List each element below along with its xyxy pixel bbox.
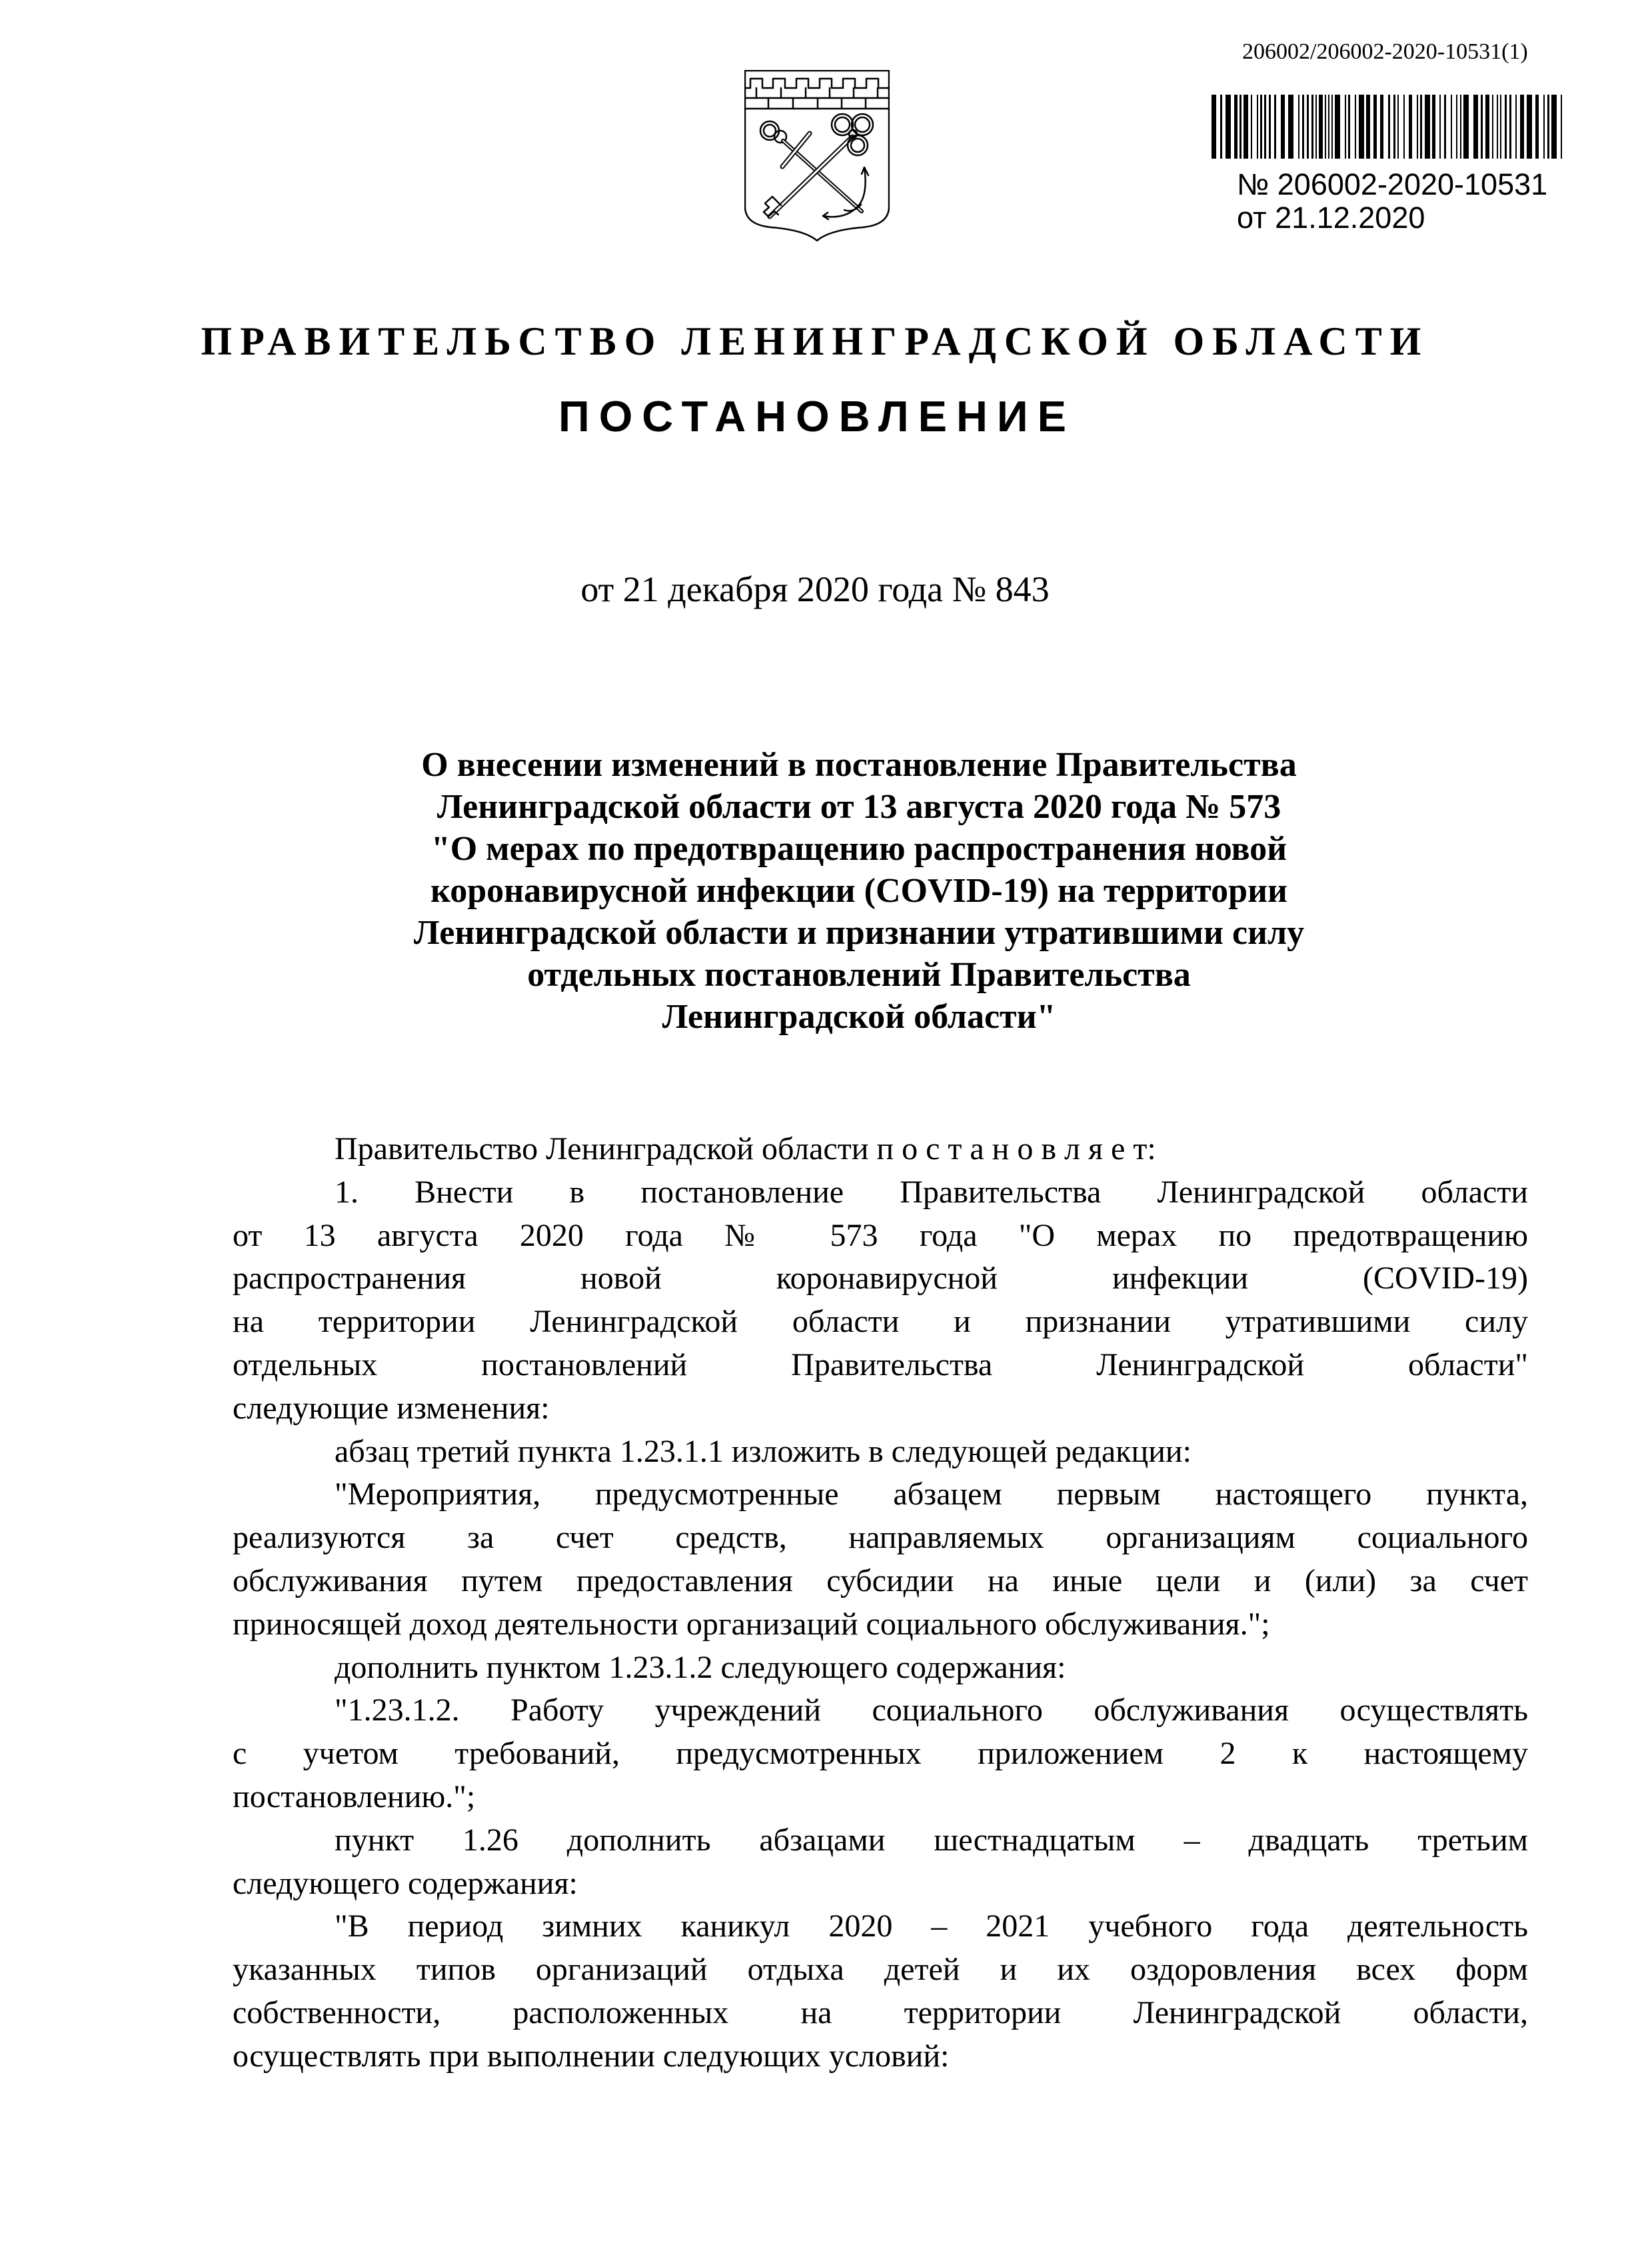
- document-title: [233, 744, 1485, 1038]
- barcode-bar: [1543, 95, 1545, 159]
- barcode-bar: [1260, 95, 1262, 159]
- body-line: обслуживания путем предоставления субсидии на иные цели и (или) за счет: [233, 1562, 1528, 1598]
- barcode-bar: [1460, 95, 1461, 159]
- barcode-bar: [1500, 95, 1501, 159]
- barcode-bar: [1373, 95, 1377, 159]
- document-body: [233, 1128, 1528, 2078]
- coat-of-arms-icon: [744, 70, 890, 241]
- barcode-bar: [1505, 95, 1507, 159]
- barcode-bar: [1481, 95, 1483, 159]
- barcode-bar: [1463, 95, 1469, 159]
- barcode-bar: [1220, 95, 1222, 159]
- barcode-bar: [1397, 95, 1399, 159]
- paragraph-quote-2: [233, 1689, 1528, 1818]
- barcode-bar: [1288, 95, 1293, 159]
- title-line: "О мерах по предотвращению распространения новой: [430, 830, 1287, 868]
- body-line: абзац третий пункта 1.23.1.1 изложить в следующей редакции:: [335, 1433, 1192, 1469]
- body-line: приносящей доход деятельности организаций социального обслуживания.";: [233, 1606, 1270, 1642]
- body-line: пункт 1.26 дополнить абзацами шестнадцатым – двадцать третьим: [335, 1822, 1528, 1858]
- paragraph-quote-3: [233, 1905, 1528, 2078]
- barcode-bar: [1307, 95, 1309, 159]
- body-line: указанных типов организаций отдыха детей и их оздоровления всех форм: [233, 1952, 1528, 1988]
- paragraph-item-1: [233, 1171, 1528, 1430]
- barcode-bar: [1328, 95, 1329, 159]
- barcode-icon: [1212, 95, 1566, 159]
- body-line: распространения новой коронавирусной инфекции (COVID-19): [233, 1260, 1528, 1296]
- barcode-bar: [1425, 95, 1430, 159]
- paragraph-preamble: [233, 1128, 1528, 1171]
- barcode-bar: [1380, 95, 1383, 159]
- body-line: собственности, расположенных на территории Ленинградской области,: [233, 1994, 1528, 2030]
- barcode-bar: [1485, 95, 1489, 159]
- barcode-bar: [1492, 95, 1493, 159]
- barcode-bar: [1393, 95, 1395, 159]
- barcode-bar: [1535, 95, 1539, 159]
- body-line: "В период зимних каникул 2020 – 2021 учебного года деятельность: [335, 1908, 1528, 1944]
- title-line: Ленинградской области и признании утратившими силу: [413, 914, 1305, 952]
- barcode-bar: [1331, 95, 1333, 159]
- barcode-bar: [1473, 95, 1478, 159]
- key: [764, 114, 873, 217]
- barcode-bar: [1226, 95, 1231, 159]
- paragraph-amendment-2: [233, 1646, 1528, 1690]
- barcode-bar: [1520, 95, 1524, 159]
- body-line: на территории Ленинградской области и признании утратившими силу: [233, 1304, 1528, 1340]
- body-line: следующие изменения:: [233, 1390, 550, 1426]
- barcode-bar: [1409, 95, 1412, 159]
- barcode-bar: [1432, 95, 1435, 159]
- barcode-bar: [1417, 95, 1418, 159]
- barcode-bar: [1439, 95, 1441, 159]
- barcode-bar: [1348, 95, 1350, 159]
- document-type-heading: ПОСТАНОВЛЕНИЕ: [558, 392, 1076, 441]
- barcode-bar: [1420, 95, 1422, 159]
- registration-date: от 21.12.2020: [1237, 201, 1425, 235]
- body-line: с учетом требований, предусмотренных приложением 2 к настоящему: [233, 1736, 1528, 1772]
- barcode-bar: [1325, 95, 1326, 159]
- barcode-bar: [1403, 95, 1405, 159]
- document-registration-code: 206002/206002-2020-10531(1): [1242, 39, 1528, 64]
- barcode-bar: [1302, 95, 1304, 159]
- body-line: "1.23.1.2. Работу учреждений социального обслуживания осуществлять: [335, 1692, 1528, 1728]
- barcode-bar: [1355, 95, 1356, 159]
- barcode-bar: [1269, 95, 1271, 159]
- title-line: отдельных постановлений Правительства: [527, 956, 1191, 994]
- body-line: постановлению.";: [233, 1778, 476, 1814]
- barcode-bar: [1444, 95, 1446, 159]
- barcode-bar: [1257, 95, 1258, 159]
- body-line: "Мероприятия, предусмотренные абзацем первым настоящего пункта,: [335, 1476, 1528, 1512]
- barcode-bar: [1451, 95, 1452, 159]
- barcode-bar: [1551, 95, 1557, 159]
- body-line: от 13 августа 2020 года № 573 года "О мерах по предотвращению: [233, 1217, 1528, 1253]
- title-line: О внесении изменений в постановление Правительства: [421, 746, 1297, 784]
- barcode-bar: [1239, 95, 1241, 159]
- organization-heading: ПРАВИТЕЛЬСТВО ЛЕНИНГРАДСКОЙ ОБЛАСТИ: [201, 319, 1429, 363]
- paragraph-quote-1: [233, 1473, 1528, 1646]
- barcode-bar: [1319, 95, 1323, 159]
- barcode-bar: [1315, 95, 1317, 159]
- document-date-number: от 21 декабря 2020 года № 843: [580, 569, 1050, 609]
- title-line: Ленинградской области": [662, 998, 1056, 1036]
- barcode-bar: [1527, 95, 1532, 159]
- wall-battlements: [745, 79, 889, 88]
- barcode-bar: [1335, 95, 1340, 159]
- title-line: Ленинградской области от 13 августа 2020 года № 573: [436, 788, 1281, 826]
- barcode-bar: [1345, 95, 1346, 159]
- barcode-bar: [1212, 95, 1216, 159]
- barcode-bar: [1561, 95, 1562, 159]
- barcode-bar: [1264, 95, 1266, 159]
- body-line: 1. Внести в постановление Правительства Ленинградской области: [335, 1174, 1528, 1210]
- registration-number: № 206002-2020-10531: [1237, 167, 1548, 201]
- body-line: Правительство Ленинградской области п о с т а н о в л я е т:: [335, 1131, 1156, 1166]
- body-line: отдельных постановлений Правительства Ленинградской области": [233, 1346, 1528, 1382]
- barcode-bar: [1547, 95, 1549, 159]
- barcode-bar: [1515, 95, 1517, 159]
- barcode-bar: [1388, 95, 1390, 159]
- barcode-bar: [1298, 95, 1299, 159]
- barcode-bar: [1359, 95, 1364, 159]
- barcode-bar: [1243, 95, 1248, 159]
- barcode-bar: [1311, 95, 1313, 159]
- body-line: следующего содержания:: [233, 1865, 578, 1901]
- barcode-bar: [1274, 95, 1276, 159]
- barcode-bar: [1456, 95, 1457, 159]
- barcode-bar: [1281, 95, 1285, 159]
- body-line: реализуются за счет средств, направляемых организациям социального: [233, 1520, 1528, 1556]
- body-line: дополнить пунктом 1.23.1.2 следующего содержания:: [335, 1649, 1066, 1685]
- paragraph-amendment-1: [233, 1430, 1528, 1474]
- barcode-bar: [1251, 95, 1252, 159]
- barcode-bar: [1497, 95, 1498, 159]
- barcode-bar: [1509, 95, 1511, 159]
- body-line: осуществлять при выполнении следующих условий:: [233, 2038, 950, 2074]
- barcode-bar: [1234, 95, 1238, 159]
- title-line: коронавирусной инфекции (COVID-19) на территории: [430, 872, 1288, 910]
- paragraph-amendment-3: [233, 1819, 1528, 1906]
- barcode-bar: [1366, 95, 1370, 159]
